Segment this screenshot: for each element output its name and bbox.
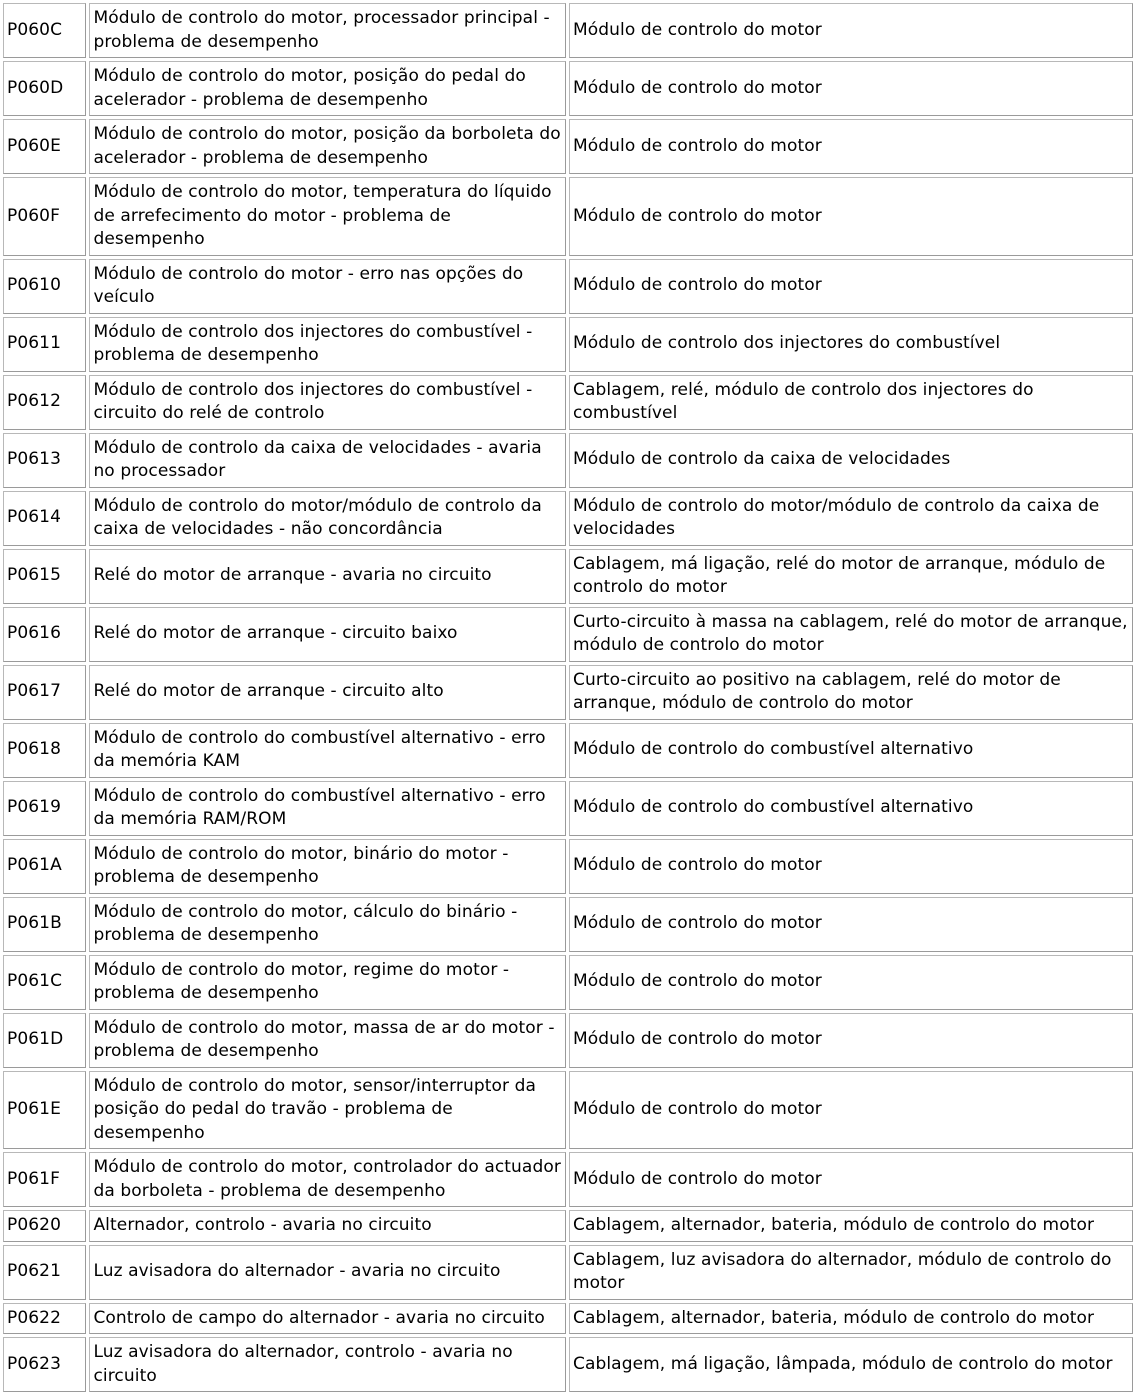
- dtc-table-body: [3, 3, 1133, 1392]
- table-row: [3, 549, 1133, 604]
- probable-cause: Módulo de controlo do motor: [569, 61, 1133, 116]
- probable-cause: Módulo de controlo do motor: [569, 897, 1133, 952]
- table-row: [3, 723, 1133, 778]
- fault-description: Controlo de campo do alternador - avaria no circuito: [89, 1303, 566, 1335]
- probable-cause: Módulo de controlo do motor: [569, 259, 1133, 314]
- fault-code: P0618: [3, 723, 86, 778]
- table-row: [3, 839, 1133, 894]
- fault-description: Módulo de controlo do motor, massa de ar do motor - problema de desempenho: [89, 1013, 566, 1068]
- fault-description: Módulo de controlo do motor/módulo de controlo da caixa de velocidades - não concordância: [89, 491, 566, 546]
- fault-code: P061E: [3, 1071, 86, 1150]
- fault-description: Alternador, controlo - avaria no circuito: [89, 1210, 566, 1242]
- probable-cause: Módulo de controlo do motor: [569, 955, 1133, 1010]
- fault-code: P0614: [3, 491, 86, 546]
- fault-code: P0611: [3, 317, 86, 372]
- table-row: [3, 665, 1133, 720]
- table-row: [3, 1337, 1133, 1392]
- fault-code: P0621: [3, 1245, 86, 1300]
- fault-code: P060F: [3, 177, 86, 256]
- probable-cause: Cablagem, má ligação, lâmpada, módulo de controlo do motor: [569, 1337, 1133, 1392]
- fault-description: Módulo de controlo do motor, sensor/interruptor da posição do pedal do travão - problema de desempenho: [89, 1071, 566, 1150]
- fault-code: P060E: [3, 119, 86, 174]
- fault-code: P0615: [3, 549, 86, 604]
- fault-code: P0616: [3, 607, 86, 662]
- fault-code: P0617: [3, 665, 86, 720]
- fault-description: Relé do motor de arranque - avaria no circuito: [89, 549, 566, 604]
- table-row: [3, 177, 1133, 256]
- fault-code: P061F: [3, 1152, 86, 1207]
- fault-code: P060D: [3, 61, 86, 116]
- probable-cause: Módulo de controlo do motor: [569, 1152, 1133, 1207]
- table-row: [3, 1210, 1133, 1242]
- fault-code: P0610: [3, 259, 86, 314]
- table-row: [3, 1303, 1133, 1335]
- fault-description: Módulo de controlo dos injectores do combustível - circuito do relé de controlo: [89, 375, 566, 430]
- fault-description: Módulo de controlo do motor - erro nas opções do veículo: [89, 259, 566, 314]
- fault-code: P0613: [3, 433, 86, 488]
- probable-cause: Módulo de controlo dos injectores do combustível: [569, 317, 1133, 372]
- fault-description: Módulo de controlo do combustível alternativo - erro da memória KAM: [89, 723, 566, 778]
- fault-code: P061C: [3, 955, 86, 1010]
- table-row: [3, 955, 1133, 1010]
- table-row: [3, 3, 1133, 58]
- probable-cause: Módulo de controlo da caixa de velocidades: [569, 433, 1133, 488]
- fault-description: Módulo de controlo do motor, controlador do actuador da borboleta - problema de desempenho: [89, 1152, 566, 1207]
- probable-cause: Módulo de controlo do motor: [569, 839, 1133, 894]
- probable-cause: Curto-circuito ao positivo na cablagem, relé do motor de arranque, módulo de controlo do motor: [569, 665, 1133, 720]
- fault-description: Módulo de controlo do motor, regime do motor - problema de desempenho: [89, 955, 566, 1010]
- table-row: [3, 897, 1133, 952]
- probable-cause: Módulo de controlo do motor: [569, 1071, 1133, 1150]
- table-row: [3, 433, 1133, 488]
- fault-code: P0619: [3, 781, 86, 836]
- probable-cause: Cablagem, alternador, bateria, módulo de controlo do motor: [569, 1210, 1133, 1242]
- fault-description: Módulo de controlo do motor, posição do pedal do acelerador - problema de desempenho: [89, 61, 566, 116]
- table-row: [3, 781, 1133, 836]
- fault-description: Módulo de controlo dos injectores do combustível - problema de desempenho: [89, 317, 566, 372]
- table-row: [3, 375, 1133, 430]
- table-row: [3, 1071, 1133, 1150]
- probable-cause: Cablagem, relé, módulo de controlo dos injectores do combustível: [569, 375, 1133, 430]
- probable-cause: Módulo de controlo do combustível alternativo: [569, 781, 1133, 836]
- fault-description: Relé do motor de arranque - circuito alto: [89, 665, 566, 720]
- table-row: [3, 259, 1133, 314]
- table-row: [3, 61, 1133, 116]
- fault-description: Módulo de controlo do motor, processador principal - problema de desempenho: [89, 3, 566, 58]
- fault-code: P060C: [3, 3, 86, 58]
- probable-cause: Cablagem, luz avisadora do alternador, módulo de controlo do motor: [569, 1245, 1133, 1300]
- probable-cause: Módulo de controlo do motor: [569, 1013, 1133, 1068]
- table-row: [3, 317, 1133, 372]
- probable-cause: Cablagem, má ligação, relé do motor de arranque, módulo de controlo do motor: [569, 549, 1133, 604]
- probable-cause: Módulo de controlo do motor: [569, 177, 1133, 256]
- fault-description: Módulo de controlo da caixa de velocidades - avaria no processador: [89, 433, 566, 488]
- fault-description: Módulo de controlo do combustível alternativo - erro da memória RAM/ROM: [89, 781, 566, 836]
- fault-description: Luz avisadora do alternador - avaria no circuito: [89, 1245, 566, 1300]
- table-row: [3, 607, 1133, 662]
- fault-description: Módulo de controlo do motor, temperatura do líquido de arrefecimento do motor - problema de desempenho: [89, 177, 566, 256]
- fault-description: Módulo de controlo do motor, cálculo do binário - problema de desempenho: [89, 897, 566, 952]
- fault-description: Relé do motor de arranque - circuito baixo: [89, 607, 566, 662]
- table-row: [3, 1013, 1133, 1068]
- probable-cause: Módulo de controlo do motor: [569, 3, 1133, 58]
- table-row: [3, 1152, 1133, 1207]
- probable-cause: Cablagem, alternador, bateria, módulo de controlo do motor: [569, 1303, 1133, 1335]
- table-row: [3, 491, 1133, 546]
- fault-code: P0612: [3, 375, 86, 430]
- probable-cause: Curto-circuito à massa na cablagem, relé do motor de arranque, módulo de controlo do motor: [569, 607, 1133, 662]
- fault-description: Módulo de controlo do motor, posição da borboleta do acelerador - problema de desempenho: [89, 119, 566, 174]
- fault-code: P0620: [3, 1210, 86, 1242]
- fault-description: Luz avisadora do alternador, controlo - avaria no circuito: [89, 1337, 566, 1392]
- fault-code: P0622: [3, 1303, 86, 1335]
- table-row: [3, 119, 1133, 174]
- fault-code: P061D: [3, 1013, 86, 1068]
- fault-code: P0623: [3, 1337, 86, 1392]
- fault-code: P061A: [3, 839, 86, 894]
- probable-cause: Módulo de controlo do motor/módulo de controlo da caixa de velocidades: [569, 491, 1133, 546]
- fault-code: P061B: [3, 897, 86, 952]
- fault-description: Módulo de controlo do motor, binário do motor - problema de desempenho: [89, 839, 566, 894]
- table-row: [3, 1245, 1133, 1300]
- probable-cause: Módulo de controlo do combustível alternativo: [569, 723, 1133, 778]
- probable-cause: Módulo de controlo do motor: [569, 119, 1133, 174]
